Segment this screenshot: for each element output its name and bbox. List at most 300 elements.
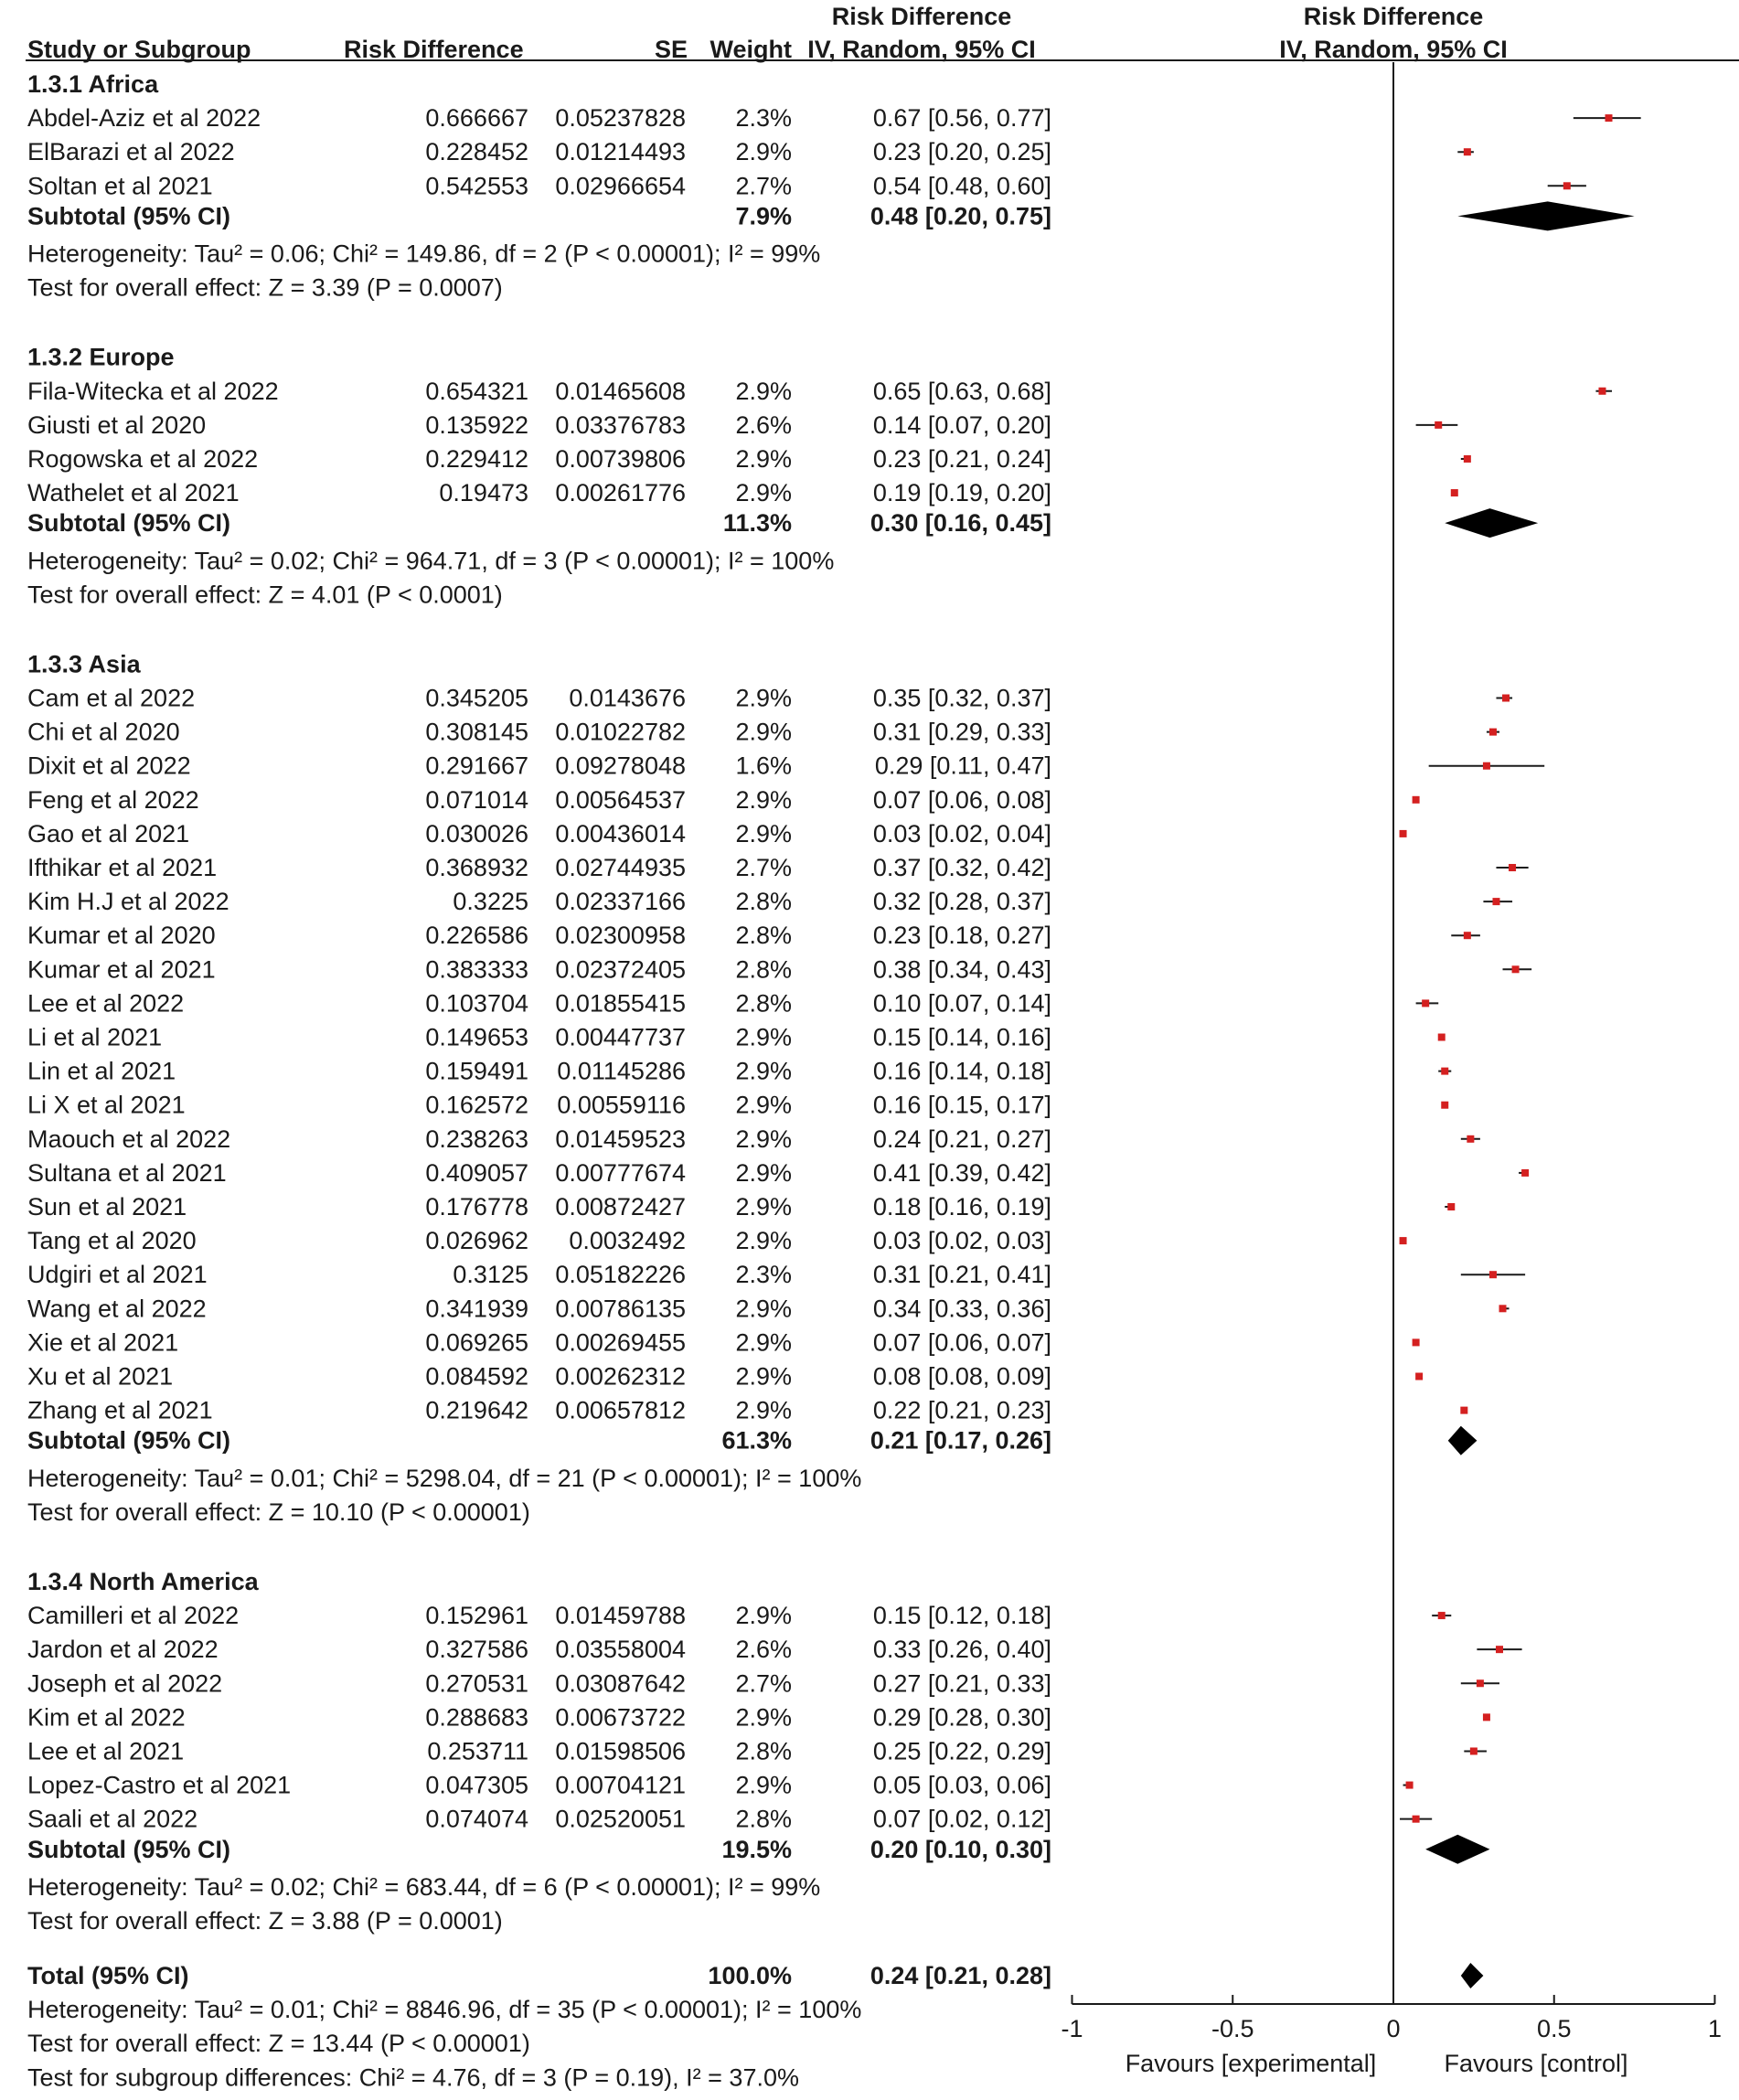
study-name: Soltan et al 2021 [27,172,213,200]
study-weight: 2.7% [735,172,792,200]
header [26,3,1739,63]
study-ci: 0.37 [0.32, 0.42] [872,854,1051,882]
study-weight: 2.7% [735,1669,792,1698]
study-rd: 0.341939 [425,1295,528,1323]
subtotal-weight: 61.3% [721,1426,792,1455]
study-marker [1413,1816,1420,1823]
study-weight: 2.8% [735,1805,792,1833]
study-ci: 0.67 [0.56, 0.77] [872,104,1051,133]
table-row [27,1737,1487,1764]
study-rd: 0.071014 [425,785,528,814]
subtotal-diamond [1425,1835,1489,1864]
study-name: Li X et al 2021 [27,1091,186,1119]
study-se: 0.01022782 [555,718,686,746]
study-name: Udgiri et al 2021 [27,1261,208,1289]
study-rd: 0.069265 [425,1328,528,1357]
study-weight: 2.9% [735,138,792,166]
study-weight: 2.8% [735,989,792,1018]
study-marker [1483,1713,1490,1721]
study-weight: 2.6% [735,410,792,439]
header-plot-bottom: IV, Random, 95% CI [1279,36,1508,63]
study-rd: 0.288683 [425,1703,528,1732]
study-marker [1415,1373,1423,1380]
subtotal-ci: 0.48 [0.20, 0.75] [870,202,1051,230]
study-se: 0.00673722 [555,1703,686,1732]
study-weight: 2.9% [735,1771,792,1799]
study-ci: 0.31 [0.21, 0.41] [872,1261,1051,1289]
study-name: Joseph et al 2022 [27,1669,223,1698]
study-weight: 2.9% [735,684,792,712]
table-row [27,955,1531,983]
study-rd: 0.149653 [425,1023,528,1051]
study-marker [1477,1679,1484,1687]
study-name: Fila-Witecka et al 2022 [27,377,279,405]
table-row [27,1125,1480,1153]
header-rd: Risk Difference [344,36,524,63]
study-marker [1438,1034,1446,1041]
study-weight: 2.9% [735,377,792,405]
study-name: Wang et al 2022 [27,1295,207,1323]
study-se: 0.00777674 [555,1158,686,1187]
study-name: Zhang et al 2021 [27,1396,213,1424]
study-weight: 2.8% [735,888,792,916]
study-rd: 0.345205 [425,684,528,712]
subtotal-label: Subtotal (95% CI) [27,1426,231,1455]
header-se: SE [654,36,688,63]
study-ci: 0.23 [0.18, 0.27] [872,922,1051,950]
study-name: Wathelet et al 2021 [27,479,240,507]
overall-effect-text: Test for overall effect: Z = 3.88 (P = 0.0001) [27,1906,503,1935]
table-row [27,1058,1451,1085]
study-marker [1499,1305,1507,1312]
table-row [27,1328,1420,1356]
study-se: 0.02372405 [555,955,686,984]
header-ci-top: Risk Difference [831,3,1012,30]
study-name: Lee et al 2022 [27,989,185,1018]
table-row [27,1295,1510,1322]
subtotal-weight: 7.9% [735,202,792,230]
study-name: Kim H.J et al 2022 [27,888,229,916]
study-marker [1598,388,1606,395]
study-marker [1502,695,1510,702]
study-name: Cam et al 2022 [27,684,196,712]
study-weight: 2.7% [735,854,792,882]
study-ci: 0.15 [0.14, 0.16] [872,1023,1051,1051]
study-marker [1470,1747,1478,1754]
total-heterogeneity-text: Heterogeneity: Tau² = 0.01; Chi² = 8846.96, df = 35 (P < 0.00001); I² = 100% [27,1996,862,2024]
study-marker [1489,1271,1497,1278]
heterogeneity-text: Heterogeneity: Tau² = 0.02; Chi² = 964.71, df = 3 (P < 0.00001); I² = 100% [27,547,835,575]
study-ci: 0.07 [0.02, 0.12] [872,1805,1051,1833]
study-marker [1400,1237,1407,1244]
favours-left-label: Favours [experimental] [1125,2050,1377,2078]
heterogeneity-text: Heterogeneity: Tau² = 0.02; Chi² = 683.44, df = 6 (P < 0.00001); I² = 99% [27,1872,821,1901]
study-weight: 2.9% [735,1227,792,1255]
table-row [27,1092,1448,1119]
study-se: 0.00262312 [555,1362,686,1391]
subtotal-diamond [1457,201,1634,230]
study-ci: 0.15 [0.12, 0.18] [872,1602,1051,1630]
study-se: 0.00739806 [555,444,686,473]
study-se: 0.01145286 [557,1057,686,1085]
study-marker [1413,1338,1420,1346]
table-row [27,752,1544,780]
study-weight: 2.9% [735,718,792,746]
study-se: 0.00261776 [555,479,686,507]
axis-tick-label: 1 [1707,2015,1723,2043]
study-se: 0.03376783 [555,410,686,439]
study-rd: 0.253711 [427,1737,528,1765]
study-se: 0.01465608 [555,377,686,405]
table-row [27,719,1499,746]
study-marker [1460,1407,1467,1414]
overall-effect-text: Test for overall effect: Z = 4.01 (P < 0.0001) [27,581,503,609]
study-rd: 0.176778 [425,1193,528,1221]
study-weight: 2.9% [735,1193,792,1221]
table-row [27,1397,1467,1424]
table-row [27,1024,1446,1051]
study-ci: 0.07 [0.06, 0.07] [872,1328,1051,1357]
study-name: Sultana et al 2021 [27,1158,227,1187]
total-overall-effect-text: Test for overall effect: Z = 13.44 (P < 0.00001) [27,2030,530,2058]
study-weight: 2.8% [735,955,792,984]
study-ci: 0.03 [0.02, 0.04] [872,819,1051,847]
study-weight: 2.9% [735,1057,792,1085]
study-marker [1489,729,1497,736]
study-se: 0.01598506 [555,1737,686,1765]
study-weight: 2.9% [735,1023,792,1051]
table-row [27,1261,1525,1288]
study-se: 0.09278048 [555,752,686,780]
study-rd: 0.238263 [425,1125,528,1153]
study-ci: 0.23 [0.20, 0.25] [872,138,1051,166]
study-ci: 0.14 [0.07, 0.20] [872,410,1051,439]
study-rd: 0.162572 [425,1091,528,1119]
study-rd: 0.3125 [453,1261,528,1289]
axis-tick-label: 0.5 [1536,2015,1572,2043]
study-weight: 2.9% [735,1362,792,1391]
study-name: Li et al 2021 [27,1023,163,1051]
study-marker [1521,1169,1529,1177]
study-marker [1413,796,1420,804]
study-weight: 2.3% [735,104,792,133]
study-name: Jardon et al 2022 [27,1636,219,1664]
study-se: 0.03558004 [555,1636,686,1664]
x-axis [1061,62,1722,2077]
subtotal-label: Subtotal (95% CI) [27,202,231,230]
study-se: 0.00436014 [555,819,686,847]
header-study: Study or Subgroup [27,36,251,63]
study-rd: 0.030026 [425,819,528,847]
study-ci: 0.22 [0.21, 0.23] [872,1396,1051,1424]
study-se: 0.02966654 [555,172,686,200]
study-se: 0.05237828 [555,104,686,133]
study-ci: 0.18 [0.16, 0.19] [872,1193,1051,1221]
header-weight: Weight [709,36,792,63]
study-se: 0.0032492 [569,1227,686,1255]
study-se: 0.02337166 [555,888,686,916]
study-marker [1606,114,1613,122]
study-marker [1512,965,1520,973]
study-weight: 2.9% [735,1328,792,1357]
study-marker [1509,864,1516,871]
study-ci: 0.35 [0.32, 0.37] [872,684,1051,712]
study-se: 0.00704121 [555,1771,686,1799]
study-name: Tang et al 2020 [27,1227,197,1255]
study-rd: 0.219642 [425,1396,528,1424]
study-rd: 0.228452 [425,138,528,166]
axis-tick-label: -0.5 [1211,2015,1254,2043]
study-ci: 0.29 [0.11, 0.47] [874,752,1051,780]
study-name: Sun et al 2021 [27,1193,187,1221]
study-se: 0.00564537 [555,785,686,814]
axis-tick-label: 0 [1386,2015,1401,2043]
study-ci: 0.23 [0.21, 0.24] [872,444,1051,473]
study-marker [1406,1782,1414,1789]
study-weight: 2.9% [735,479,792,507]
study-ci: 0.19 [0.19, 0.20] [872,479,1051,507]
study-ci: 0.16 [0.15, 0.17] [872,1091,1051,1119]
study-weight: 2.8% [735,1737,792,1765]
study-name: Lee et al 2021 [27,1737,185,1765]
study-se: 0.03087642 [555,1669,686,1698]
study-ci: 0.08 [0.08, 0.09] [872,1362,1051,1391]
study-rd: 0.159491 [425,1057,528,1085]
study-rd: 0.270531 [425,1669,528,1698]
subtotal-weight: 11.3% [722,509,792,538]
study-weight: 2.6% [735,1636,792,1664]
study-name: Gao et al 2021 [27,819,190,847]
table-row [27,1636,1522,1663]
study-rd: 0.383333 [425,955,528,984]
study-rd: 0.3225 [453,888,528,916]
table-row [27,1159,1529,1187]
table-rows [27,70,1641,2091]
study-name: Ifthikar et al 2021 [27,854,218,882]
study-se: 0.02744935 [555,854,686,882]
subtotal-ci: 0.30 [0.16, 0.45] [870,509,1051,538]
table-row [27,1193,1455,1221]
subtotal-label: Subtotal (95% CI) [27,1835,231,1863]
study-se: 0.00269455 [555,1328,686,1357]
study-name: Camilleri et al 2022 [27,1602,240,1630]
study-ci: 0.07 [0.06, 0.08] [872,785,1051,814]
study-ci: 0.10 [0.07, 0.14] [872,989,1051,1018]
study-name: Kim et al 2022 [27,1703,186,1732]
table-row [27,378,1612,405]
overall-effect-text: Test for overall effect: Z = 3.39 (P = 0.0007) [27,273,503,302]
study-marker [1467,1135,1474,1143]
study-name: Feng et al 2022 [27,785,199,814]
study-ci: 0.54 [0.48, 0.60] [872,172,1051,200]
study-rd: 0.409057 [425,1158,528,1187]
favours-right-label: Favours [control] [1444,2050,1628,2078]
study-marker [1438,1612,1446,1619]
study-rd: 0.291667 [425,752,528,780]
heterogeneity-text: Heterogeneity: Tau² = 0.06; Chi² = 149.86, df = 2 (P < 0.00001); I² = 99% [27,240,821,268]
study-marker [1451,489,1458,496]
study-name: Abdel-Aziz et al 2022 [27,104,261,133]
study-weight: 2.9% [735,1396,792,1424]
study-marker [1496,1646,1503,1653]
subtotal-weight: 19.5% [721,1835,792,1863]
subtotal-diamond [1448,1426,1478,1455]
study-se: 0.01855415 [555,989,686,1018]
study-se: 0.01214493 [555,138,686,166]
study-name: Xie et al 2021 [27,1328,179,1357]
table-row [27,1602,1451,1629]
study-rd: 0.152961 [425,1602,528,1630]
table-row [27,1227,1407,1254]
study-name: Lopez-Castro et al 2021 [27,1771,292,1799]
study-name: Dixit et al 2022 [27,752,191,780]
table-row [27,854,1529,881]
study-se: 0.01459523 [555,1125,686,1153]
study-weight: 2.9% [735,1295,792,1323]
study-marker [1492,898,1499,905]
study-rd: 0.666667 [425,104,528,133]
study-marker [1483,762,1490,770]
table-row [27,411,1457,439]
study-se: 0.00559116 [557,1091,686,1119]
study-marker [1435,421,1442,429]
table-row [27,888,1512,915]
study-name: Kumar et al 2021 [27,955,216,984]
study-marker [1422,999,1429,1007]
study-marker [1441,1102,1448,1109]
table-row [27,685,1512,712]
study-marker [1464,455,1471,463]
total-weight: 100.0% [708,1962,792,1990]
total-ci: 0.24 [0.21, 0.28] [870,1962,1051,1990]
subgroup-title: 1.3.4 North America [27,1567,259,1595]
subgroup-title: 1.3.3 Asia [27,650,141,678]
study-ci: 0.16 [0.14, 0.18] [872,1057,1051,1085]
table-row [27,989,1438,1017]
study-weight: 2.9% [735,819,792,847]
table-row [27,1772,1414,1799]
study-ci: 0.24 [0.21, 0.27] [872,1125,1051,1153]
table-row [27,1363,1423,1391]
table-row [27,1703,1490,1731]
total-diamond [1461,1963,1484,1988]
table-row [27,786,1420,814]
table-row [27,445,1471,473]
heterogeneity-text: Heterogeneity: Tau² = 0.01; Chi² = 5298.04, df = 21 (P < 0.00001); I² = 100% [27,1464,862,1492]
study-rd: 0.226586 [425,922,528,950]
study-rd: 0.368932 [425,854,528,882]
study-ci: 0.27 [0.21, 0.33] [872,1669,1051,1698]
table-row [27,1806,1432,1833]
study-marker [1464,932,1471,939]
study-name: Saali et al 2022 [27,1805,198,1833]
study-rd: 0.084592 [425,1362,528,1391]
table-row [27,104,1641,132]
study-se: 0.0143676 [569,684,686,712]
study-name: Maouch et al 2022 [27,1125,231,1153]
axis-tick-label: -1 [1061,2015,1083,2043]
total-label: Total (95% CI) [27,1962,189,1990]
header-plot-top: Risk Difference [1303,3,1484,30]
subtotal-ci: 0.21 [0.17, 0.26] [870,1426,1051,1455]
study-marker [1447,1203,1455,1210]
study-ci: 0.41 [0.39, 0.42] [872,1158,1051,1187]
study-rd: 0.229412 [425,444,528,473]
study-ci: 0.25 [0.22, 0.29] [872,1737,1051,1765]
study-name: Rogowska et al 2022 [27,444,259,473]
study-weight: 2.9% [735,444,792,473]
study-name: Chi et al 2020 [27,718,180,746]
study-ci: 0.03 [0.02, 0.03] [872,1227,1051,1255]
subtotal-label: Subtotal (95% CI) [27,509,231,538]
subtotal-ci: 0.20 [0.10, 0.30] [870,1835,1051,1863]
study-weight: 2.9% [735,1602,792,1630]
study-rd: 0.103704 [425,989,528,1018]
study-weight: 2.9% [735,1703,792,1732]
study-rd: 0.026962 [425,1227,528,1255]
study-name: ElBarazi et al 2022 [27,138,235,166]
study-ci: 0.38 [0.34, 0.43] [872,955,1051,984]
study-rd: 0.135922 [425,410,528,439]
study-weight: 2.3% [735,1261,792,1289]
subgroup-title: 1.3.1 Africa [27,70,159,98]
header-ci-bottom: IV, Random, 95% CI [807,36,1036,63]
study-name: Giusti et al 2020 [27,410,207,439]
study-weight: 2.8% [735,922,792,950]
study-se: 0.00657812 [555,1396,686,1424]
study-rd: 0.327586 [425,1636,528,1664]
subgroup-title: 1.3.2 Europe [27,343,175,371]
study-rd: 0.654321 [425,377,528,405]
study-marker [1464,148,1471,155]
table-row [27,172,1586,199]
study-ci: 0.32 [0.28, 0.37] [872,888,1051,916]
study-marker [1400,830,1407,837]
study-rd: 0.074074 [425,1805,528,1833]
study-ci: 0.31 [0.29, 0.33] [872,718,1051,746]
study-weight: 2.9% [735,785,792,814]
study-weight: 2.9% [735,1091,792,1119]
subgroup-differences-text: Test for subgroup differences: Chi² = 4.76, df = 3 (P = 0.19), I² = 37.0% [27,2063,799,2092]
table-row [27,138,1474,165]
study-ci: 0.34 [0.33, 0.36] [872,1295,1051,1323]
overall-effect-text: Test for overall effect: Z = 10.10 (P < 0.00001) [27,1498,530,1526]
study-rd: 0.19473 [439,479,528,507]
study-rd: 0.542553 [425,172,528,200]
study-rd: 0.047305 [425,1771,528,1799]
study-se: 0.00786135 [555,1295,686,1323]
study-marker [1563,182,1571,189]
table-row [27,479,1458,506]
study-rd: 0.308145 [425,718,528,746]
table-row [27,922,1480,949]
study-weight: 1.6% [735,752,792,780]
study-se: 0.02300958 [555,922,686,950]
study-se: 0.05182226 [555,1261,686,1289]
study-weight: 2.9% [735,1158,792,1187]
study-ci: 0.29 [0.28, 0.30] [872,1703,1051,1732]
study-name: Kumar et al 2020 [27,922,216,950]
study-se: 0.01459788 [555,1602,686,1630]
study-name: Lin et al 2021 [27,1057,176,1085]
study-name: Xu et al 2021 [27,1362,174,1391]
study-se: 0.02520051 [555,1805,686,1833]
study-weight: 2.9% [735,1125,792,1153]
study-ci: 0.65 [0.63, 0.68] [872,377,1051,405]
study-ci: 0.05 [0.03, 0.06] [872,1771,1051,1799]
table-row [27,820,1407,847]
table-row [27,1669,1499,1697]
